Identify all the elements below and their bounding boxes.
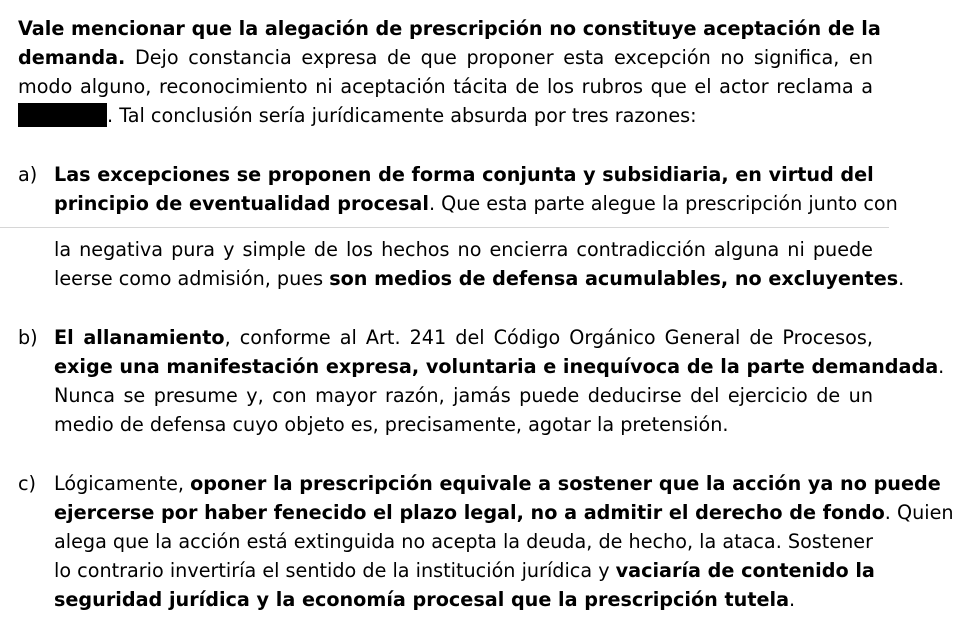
item-b-text-1: , conforme al Art. 241 del Código Orgánico General de Procesos, [224,326,873,349]
item-a-text-2: . Que esta parte alegue la prescripción junto con [428,192,898,215]
item-c-line-1 [54,469,941,498]
intro-line-1 [18,14,881,43]
intro-text-3: modo alguno, reconocimiento ni aceptación tácita de los rubros que el actor reclama a [18,75,873,98]
item-a-line-2 [54,189,898,218]
item-c-bold-2: ejercerse por haber fenecido el plazo legal, no a admitir el derecho de fondo [54,501,885,524]
intro-line-4 [18,101,873,130]
item-a-line-4 [54,264,905,293]
redaction-box [18,103,107,127]
page-break-divider [0,227,889,228]
item-c-marker: c) [18,472,37,495]
intro-text-4: . Tal conclusión sería jurídicamente absurda por tres razones: [107,104,697,127]
item-c-bold-4: vaciaría de contenido la [615,559,875,582]
intro-text-2: Dejo constancia expresa de que proponer esta excepción no significa, en [125,46,873,69]
item-c-text-4: lo contrario invertiría el sentido de la institución jurídica y [54,559,616,582]
item-b-end-2: . [938,355,945,378]
item-c-text-3: alega que la acción está extinguida no acepta la deuda, de hecho, la ataca. Sostener [54,530,873,553]
item-b-line-4 [54,410,873,439]
item-c-line-4 [54,556,873,585]
item-c-end-5: . [789,588,796,611]
intro-bold-1: Vale mencionar que la alegación de prescripción no constituye aceptación de la [18,17,881,40]
intro-bold-2: demanda. [18,46,126,69]
item-c-bold-1: oponer la prescripción equivale a sostener que la acción ya no puede [190,472,941,495]
item-a-end-4: . [898,267,905,290]
item-b-line-1 [54,323,873,352]
item-b-line-2 [54,352,945,381]
item-a-bold-1: Las excepciones se proponen de forma conjunta y subsidiaria, en virtud del [54,163,874,186]
item-b-text-4: medio de defensa cuyo objeto es, precisamente, agotar la pretensión. [54,413,729,436]
item-b-marker: b) [18,326,38,349]
item-c-line-2 [54,498,954,527]
item-b-bold-2: exige una manifestación expresa, voluntaria e inequívoca de la parte demandada [54,355,939,378]
item-a-bold-2: principio de eventualidad procesal [54,192,429,215]
intro-line-3 [18,72,873,101]
item-b-line-3 [54,381,873,410]
item-a-text-3: la negativa pura y simple de los hechos no encierra contradicción alguna ni puede [54,238,873,261]
intro-line-2 [18,43,873,72]
item-c-line-3 [54,527,873,556]
item-a-bold-4: son medios de defensa acumulables, no excluyentes [329,267,899,290]
item-a-marker: a) [18,163,38,186]
item-c-text-2: . Quien [884,501,954,524]
item-c-line-5 [54,585,873,614]
item-a-line-1 [54,160,873,189]
item-c-text-1: Lógicamente, [54,472,191,495]
item-b-text-3: Nunca se presume y, con mayor razón, jamás puede deducirse del ejercicio de un [54,384,873,407]
item-c-bold-5: seguridad jurídica y la economía procesal que la prescripción tutela [54,588,790,611]
item-a-line-3 [54,235,873,264]
item-a-text-4: leerse como admisión, pues [54,267,330,290]
item-b-bold-1: El allanamiento [54,326,225,349]
